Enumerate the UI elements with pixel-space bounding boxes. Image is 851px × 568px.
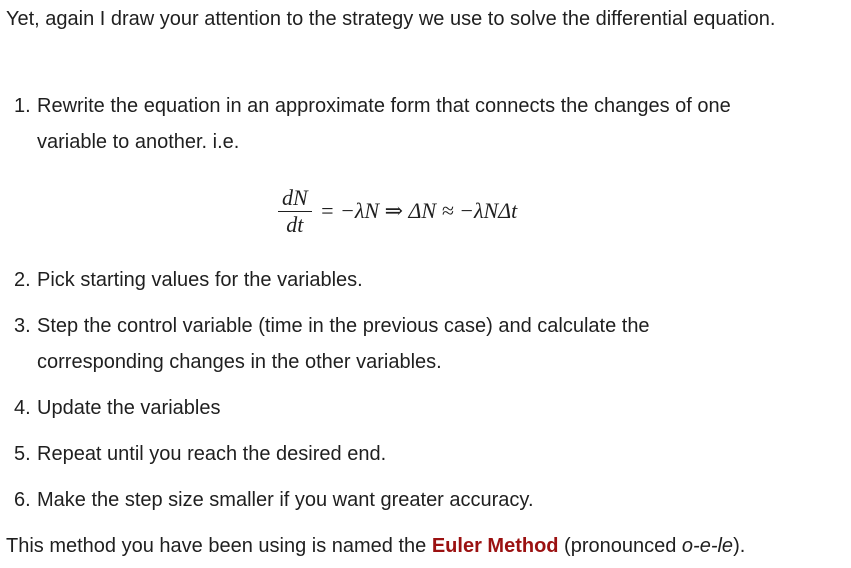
fraction-denominator: dt — [286, 211, 304, 237]
fraction-numerator: dN — [282, 184, 308, 210]
step-4 — [14, 390, 834, 426]
step-number: 2. — [14, 269, 31, 291]
final-paragraph — [6, 529, 846, 563]
equation-rhs: = −λN ⇒ ΔN ≈ −λNΔt — [319, 198, 518, 223]
step-text: Rewrite the equation in an approximate form that connects the changes of one — [37, 95, 731, 117]
final-text-before: This method you have been using is named the — [6, 535, 432, 557]
equation — [278, 180, 517, 242]
step-text: Step the control variable (time in the previous case) and calculate the — [37, 315, 650, 337]
step-text: Repeat until you reach the desired end. — [37, 443, 387, 465]
step-number: 4. — [14, 397, 31, 419]
step-6 — [14, 482, 834, 518]
derivative-fraction — [278, 185, 312, 238]
step-5 — [14, 436, 834, 472]
step-number: 5. — [14, 443, 31, 465]
step-text-continued: corresponding changes in the other variables. — [37, 351, 442, 373]
step-2 — [14, 262, 834, 298]
step-number: 6. — [14, 489, 31, 511]
step-text: Update the variables — [37, 397, 221, 419]
step-1 — [14, 88, 834, 160]
step-text: Make the step size smaller if you want greater accuracy. — [37, 489, 534, 511]
step-text-continued: variable to another. i.e. — [37, 131, 240, 153]
step-number: 3. — [14, 315, 31, 337]
step-3 — [14, 308, 834, 380]
final-text-after: ). — [733, 535, 746, 557]
intro-paragraph: Yet, again I draw your attention to the strategy we use to solve the differential equation. — [6, 8, 776, 30]
step-text: Pick starting values for the variables. — [37, 269, 363, 291]
euler-method-term: Euler Method — [431, 535, 559, 557]
step-number: 1. — [14, 95, 31, 117]
final-text-middle: (pronounced — [558, 535, 682, 557]
pronunciation: o-e-le — [681, 535, 734, 557]
